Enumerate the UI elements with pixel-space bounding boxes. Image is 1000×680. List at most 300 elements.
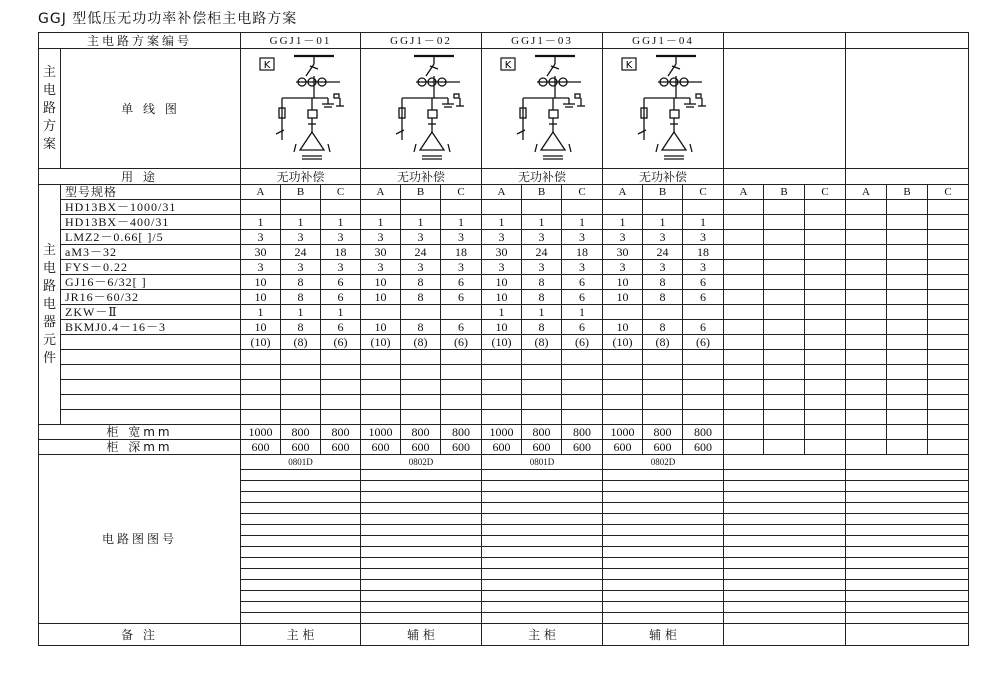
subcol-B: B [764,185,805,200]
empty-spec [61,410,241,425]
component-value: 6 [562,275,603,290]
empty-cell [724,290,764,305]
empty-cell [361,591,482,602]
empty-cell [281,410,321,425]
empty-cell [281,350,321,365]
component-value: 1 [281,305,321,320]
empty-cell [603,503,724,514]
depth-value: 600 [603,440,643,455]
diagram-cell-3 [482,49,603,169]
empty-cell [724,215,764,230]
empty-cell [643,365,683,380]
component-value: 8 [401,320,441,335]
component-value: 8 [522,320,562,335]
empty-cell [928,305,969,320]
model-spec-label: 型号规格 [61,185,241,200]
component-value: (10) [603,335,643,350]
depth-value: 600 [643,440,683,455]
empty-cell [724,547,846,558]
use-row [39,169,969,185]
empty-scheme-5 [724,33,846,49]
component-value: 3 [603,260,643,275]
component-value [361,305,401,320]
subcol-C: C [683,185,724,200]
empty-cell [321,365,361,380]
empty-cell [846,503,969,514]
empty-cell [764,365,805,380]
empty-cell [928,380,969,395]
component-value: 1 [603,215,643,230]
empty-cell [603,365,643,380]
empty-cell [683,365,724,380]
main-circuit-label: 主 电 路 方 案 [39,49,61,169]
diagram-row [39,49,969,169]
empty-cell [683,395,724,410]
elements-label: 主 电 路 电 器 元 件 [39,185,61,425]
subcol-B: B [887,185,928,200]
width-value: 800 [401,425,441,440]
empty-cell [482,525,603,536]
empty-cell [603,591,724,602]
component-value: 6 [321,290,361,305]
subcol-C: C [321,185,361,200]
empty-cell [361,514,482,525]
empty-cell [281,365,321,380]
width-row [39,425,969,440]
empty-cell [846,275,887,290]
empty-cell [887,380,928,395]
empty-cell [643,395,683,410]
empty-cell [805,215,846,230]
empty-cell [724,275,764,290]
component-spec: ZKW－Ⅱ [61,305,241,320]
empty-cell [887,365,928,380]
empty-cell [887,440,928,455]
empty-cell [764,335,805,350]
empty-cell [887,215,928,230]
empty-cell [482,395,522,410]
component-value: 1 [482,305,522,320]
component-value: 8 [281,290,321,305]
component-value: 30 [482,245,522,260]
component-spec: JR16－60/32 [61,290,241,305]
component-value: (8) [522,335,562,350]
component-value: 10 [361,290,401,305]
empty-cell [724,613,846,624]
depth-value: 600 [401,440,441,455]
empty-cell [724,558,846,569]
component-value [683,305,724,320]
empty-cell [887,290,928,305]
empty-cell [241,380,281,395]
empty-cell [724,245,764,260]
component-value [241,200,281,215]
empty-cell [928,320,969,335]
empty-spec [61,350,241,365]
empty-cell [603,580,724,591]
component-value [643,200,683,215]
empty-cell [887,425,928,440]
empty-cell [928,410,969,425]
component-value: 10 [361,320,401,335]
component-value: 30 [241,245,281,260]
empty-cell [805,380,846,395]
subcol-A: A [603,185,643,200]
remark-1: 主 柜 [241,624,361,646]
component-value: 30 [603,245,643,260]
empty-use-5 [724,169,846,185]
empty-cell [482,536,603,547]
empty-cell [764,245,805,260]
component-value: 10 [241,320,281,335]
depth-label: 柜 深mm [39,440,241,455]
drawing-no-3: 0801D [482,455,603,470]
empty-cell [603,410,643,425]
empty-cell [805,335,846,350]
empty-cell [522,350,562,365]
empty-cell [724,440,764,455]
empty-cell [805,440,846,455]
component-value: 3 [683,230,724,245]
empty-cell [724,481,846,492]
component-value: 1 [321,305,361,320]
empty-cell [241,602,361,613]
width-value: 1000 [361,425,401,440]
component-value: 3 [281,260,321,275]
empty-cell [724,200,764,215]
empty-cell [805,260,846,275]
width-value: 800 [441,425,482,440]
component-value: 1 [241,215,281,230]
empty-cell [928,335,969,350]
empty-cell [724,230,764,245]
empty-cell [241,492,361,503]
empty-component-row [39,410,969,425]
empty-cell [928,245,969,260]
component-value: 10 [361,275,401,290]
component-value: 18 [683,245,724,260]
empty-cell [764,410,805,425]
empty-cell [846,380,887,395]
scheme-number-4: GGJ1－04 [603,33,724,49]
empty-cell [846,613,969,624]
empty-cell [603,395,643,410]
component-value: 6 [562,290,603,305]
empty-cell [241,536,361,547]
remark-2: 辅 柜 [361,624,482,646]
empty-cell [724,536,846,547]
drawing-row [39,455,969,470]
scheme-number-2: GGJ1－02 [361,33,482,49]
component-value: 6 [441,290,482,305]
empty-cell [805,365,846,380]
empty-cell [361,569,482,580]
width-value: 800 [562,425,603,440]
empty-cell [241,481,361,492]
empty-cell [887,305,928,320]
empty-cell [401,365,441,380]
component-value [683,200,724,215]
empty-cell [846,525,969,536]
subcol-A: A [482,185,522,200]
component-value [401,305,441,320]
empty-spec [61,380,241,395]
empty-cell [361,580,482,591]
component-value: 8 [522,275,562,290]
component-value: 10 [482,275,522,290]
empty-cell [361,470,482,481]
empty-cell [603,569,724,580]
empty-cell [361,558,482,569]
scheme-number-label: 主电路方案编号 [39,33,241,49]
empty-spec [61,365,241,380]
empty-cell [724,470,846,481]
empty-cell [361,613,482,624]
empty-cell [361,365,401,380]
empty-cell [724,580,846,591]
use-label: 用 途 [39,169,241,185]
component-value: 3 [281,230,321,245]
empty-cell [846,215,887,230]
width-label: 柜 宽mm [39,425,241,440]
empty-cell [887,320,928,335]
component-value: 1 [522,305,562,320]
empty-cell [724,380,764,395]
component-value: 1 [441,215,482,230]
empty-cell [603,350,643,365]
empty-cell [321,395,361,410]
depth-value: 600 [562,440,603,455]
scheme-number-row [39,33,969,49]
empty-cell [887,395,928,410]
subcol-C: C [805,185,846,200]
component-spec: GJ16－6/32[ ] [61,275,241,290]
empty-cell [321,380,361,395]
component-value: 8 [401,290,441,305]
empty-cell [321,350,361,365]
empty-cell [846,536,969,547]
subcol-A: A [724,185,764,200]
empty-cell [805,305,846,320]
component-value: 10 [482,320,522,335]
component-value: 10 [603,320,643,335]
single-line-diagram [618,54,708,164]
width-value: 1000 [241,425,281,440]
empty-cell [846,481,969,492]
empty-cell [643,380,683,395]
drawing-no-label: 电路图图号 [39,455,241,624]
component-value: 8 [643,275,683,290]
component-value: 10 [603,290,643,305]
empty-cell [846,425,887,440]
empty-cell [361,547,482,558]
empty-cell [928,290,969,305]
empty-cell [241,365,281,380]
empty-component-row [39,380,969,395]
width-value: 1000 [603,425,643,440]
empty-cell [928,440,969,455]
empty-cell [482,481,603,492]
use-value-4: 无功补偿 [603,169,724,185]
empty-cell [482,503,603,514]
component-value [441,200,482,215]
empty-cell [241,525,361,536]
empty-cell [603,558,724,569]
component-value: 24 [281,245,321,260]
subcol-C: C [928,185,969,200]
depth-value: 600 [281,440,321,455]
empty-cell [805,410,846,425]
empty-cell [764,350,805,365]
empty-cell [764,305,805,320]
empty-cell [846,602,969,613]
component-row [39,245,969,260]
empty-cell [401,395,441,410]
component-value: (6) [683,335,724,350]
empty-cell [361,536,482,547]
depth-value: 600 [361,440,401,455]
component-value: (6) [321,335,361,350]
depth-value: 600 [482,440,522,455]
component-value: 8 [281,320,321,335]
empty-diagram-6 [846,49,969,169]
component-value [603,200,643,215]
component-value: 1 [401,215,441,230]
empty-cell [724,320,764,335]
empty-cell [887,275,928,290]
component-value: 6 [683,275,724,290]
depth-value: 600 [241,440,281,455]
empty-cell [846,569,969,580]
empty-cell [724,514,846,525]
component-value [603,305,643,320]
component-value: (8) [401,335,441,350]
empty-cell [724,410,764,425]
empty-cell [846,455,969,470]
empty-cell [522,410,562,425]
empty-cell [724,503,846,514]
empty-cell [846,624,969,646]
component-value: 1 [482,215,522,230]
component-value [482,200,522,215]
empty-cell [482,380,522,395]
single-line-diagram [376,54,466,164]
empty-cell [562,410,603,425]
empty-cell [361,492,482,503]
empty-cell [764,320,805,335]
empty-cell [643,410,683,425]
component-value: 1 [562,305,603,320]
remark-4: 辅 柜 [603,624,724,646]
empty-cell [724,365,764,380]
empty-cell [928,425,969,440]
component-value: 8 [401,275,441,290]
component-value: 3 [441,260,482,275]
empty-cell [683,410,724,425]
empty-cell [846,230,887,245]
empty-cell [764,215,805,230]
component-value [562,200,603,215]
empty-cell [603,536,724,547]
empty-cell [482,470,603,481]
depth-value: 600 [683,440,724,455]
empty-cell [887,350,928,365]
empty-cell [482,547,603,558]
empty-cell [441,380,482,395]
k-box-label: K [625,59,633,71]
empty-cell [724,305,764,320]
empty-cell [441,410,482,425]
k-box-label: K [263,59,270,71]
subcolumn-header-row [39,185,969,200]
empty-cell [846,320,887,335]
component-value: (10) [361,335,401,350]
component-spec: LMZ2－0.66[ ]/5 [61,230,241,245]
empty-cell [241,514,361,525]
empty-cell [482,602,603,613]
component-value: 10 [241,290,281,305]
empty-cell [928,365,969,380]
empty-cell [603,525,724,536]
width-value: 800 [281,425,321,440]
component-value: 24 [401,245,441,260]
empty-cell [482,558,603,569]
empty-cell [482,580,603,591]
component-spec: aM3－32 [61,245,241,260]
empty-cell [241,569,361,580]
empty-cell [805,350,846,365]
empty-cell [764,230,805,245]
empty-cell [928,260,969,275]
component-value: 18 [321,245,361,260]
empty-cell [603,380,643,395]
component-value: 3 [482,260,522,275]
subcol-A: A [846,185,887,200]
component-value: 6 [441,320,482,335]
empty-cell [321,410,361,425]
empty-cell [805,275,846,290]
empty-cell [241,503,361,514]
empty-cell [361,350,401,365]
component-value: 24 [643,245,683,260]
empty-cell [361,481,482,492]
subcol-A: A [241,185,281,200]
empty-cell [241,580,361,591]
component-value: (8) [643,335,683,350]
width-value: 800 [522,425,562,440]
component-spec [61,335,241,350]
component-value: 10 [482,290,522,305]
component-row [39,275,969,290]
scheme-table [38,32,969,646]
remarks-row [39,624,969,646]
empty-cell [603,514,724,525]
empty-cell [724,492,846,503]
empty-cell [241,547,361,558]
empty-cell [562,365,603,380]
component-value: 3 [683,260,724,275]
empty-cell [846,591,969,602]
component-value: 8 [281,275,321,290]
component-value [361,200,401,215]
component-value: (8) [281,335,321,350]
component-value: 3 [643,260,683,275]
empty-cell [846,245,887,260]
empty-cell [805,320,846,335]
component-value: 8 [643,320,683,335]
empty-cell [401,410,441,425]
empty-cell [441,395,482,410]
